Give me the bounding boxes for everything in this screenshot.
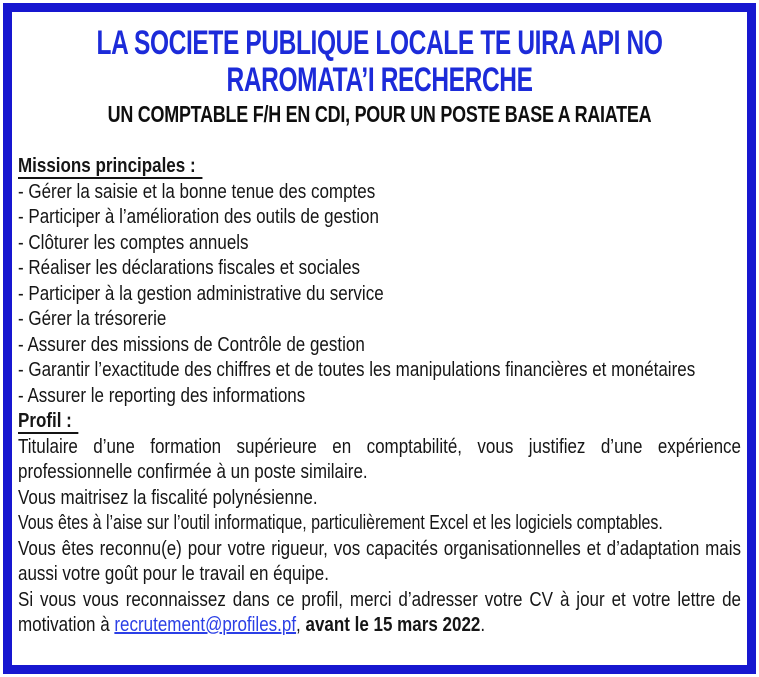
closing-period: . (480, 614, 486, 636)
blue-border-frame (3, 3, 756, 674)
closing-separator: , (296, 614, 306, 636)
profil-paragraph: Vous êtes reconnu(e) pour votre rigueur, vos capacités organisationnelles et d’adaptation mais aussi votre goût pour le travail en équipe. (18, 537, 742, 585)
mission-item: - Réaliser les déclarations fiscales et sociales (18, 257, 361, 279)
mission-item: - Gérer la trésorerie (18, 308, 167, 330)
job-subtitle: UN COMPTABLE F/H EN CDI, POUR UN POSTE BASE A RAIATEA (107, 101, 652, 127)
mission-item: - Clôturer les comptes annuels (18, 231, 249, 254)
email-link[interactable]: recrutement@profiles.pf (114, 614, 297, 636)
profil-heading (18, 409, 741, 435)
ad-content (12, 12, 747, 665)
mission-item: - Assurer des missions de Contrôle de gestion (18, 333, 365, 356)
missions-heading (18, 154, 741, 180)
missions-heading-text: Missions principales : (18, 155, 202, 179)
mission-item: - Participer à la gestion administrative du service (18, 282, 384, 305)
mission-item: - Assurer le reporting des informations (18, 384, 306, 407)
mission-item: - Garantir l’exactitude des chiffres et de toutes les manipulations financières et monétaires (18, 359, 696, 381)
closing-text: Si vous vous reconnaissez dans ce profil, merci d’adresser votre CV à jour et votre lettre de motivation à (18, 588, 742, 636)
mission-item: - Gérer la saisie et la bonne tenue des comptes (18, 180, 376, 203)
deadline-text: avant le 15 mars 2022 (305, 614, 481, 636)
profil-paragraph: Vous êtes à l’aise sur l’outil informatique, particulièrement Excel et les logiciels comptables. (18, 512, 663, 534)
profil-heading-text: Profil : (18, 410, 79, 434)
profil-paragraph: Vous maitrisez la fiscalité polynésienne. (18, 486, 318, 509)
closing-paragraph (18, 588, 741, 639)
profil-paragraph: Titulaire d’une formation supérieure en comptabilité, vous justifiez d’une expérience professionnelle confirmée à un poste similaire. (18, 435, 742, 483)
ad-body (18, 154, 741, 639)
missions-list (18, 180, 741, 410)
title-line-2: RAROMATA’I RECHERCHE (226, 61, 533, 99)
page-title (18, 25, 741, 99)
title-line-1: LA SOCIETE PUBLIQUE LOCALE TE UIRA API NO (96, 24, 663, 62)
mission-item: - Participer à l’amélioration des outils de gestion (18, 206, 379, 228)
